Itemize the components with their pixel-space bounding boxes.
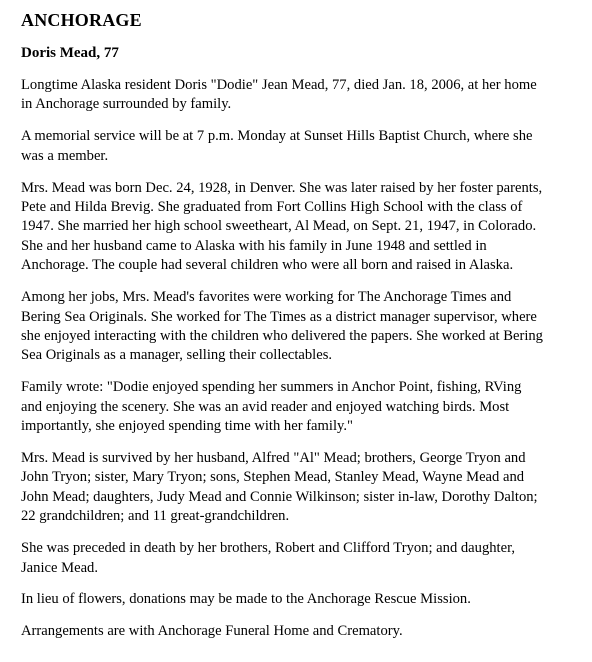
section-heading: ANCHORAGE <box>21 10 142 30</box>
obituary-paragraph <box>21 378 580 436</box>
paragraph-line: importantly, she enjoyed spending time with her family." <box>21 418 353 435</box>
obituary-paragraph <box>21 76 580 115</box>
paragraph-line: Janice Mead. <box>21 559 98 576</box>
paragraph-line: and enjoying the scenery. She was an avid reader and enjoyed watching birds. Most <box>21 398 510 415</box>
paragraph-line: She and her husband came to Alaska with his family in June 1948 and settled in <box>21 237 487 254</box>
paragraph-line: In lieu of flowers, donations may be made to the Anchorage Rescue Mission. <box>21 591 471 608</box>
paragraph-line: 1947. She married her high school sweetheart, Al Mead, on Sept. 21, 1947, in Colorado. <box>21 218 537 235</box>
obituary-body <box>21 76 580 642</box>
obituary-paragraph <box>21 288 580 366</box>
obituary-paragraph <box>21 449 580 527</box>
paragraph-line: in Anchorage surrounded by family. <box>21 96 232 113</box>
paragraph-line: Longtime Alaska resident Doris "Dodie" Jean Mead, 77, died Jan. 18, 2006, at her home <box>21 77 537 93</box>
paragraph-line: she enjoyed interacting with the children who delivered the papers. She worked at Bering <box>21 327 543 344</box>
paragraph-line: Mrs. Mead was born Dec. 24, 1928, in Denver. She was later raised by her foster parents, <box>21 179 543 196</box>
obituary-paragraph <box>21 179 580 276</box>
paragraph-line: Anchorage. The couple had several children who were all born and raised in Alaska. <box>21 257 514 274</box>
obituary-name-heading: Doris Mead, 77 <box>21 45 119 61</box>
paragraph-line: Arrangements are with Anchorage Funeral Home and Crematory. <box>21 623 403 640</box>
obituary-paragraph <box>21 539 580 578</box>
obituary-paragraph <box>21 127 580 166</box>
paragraph-line: Sea Originals as a manager, selling their collectables. <box>21 347 333 364</box>
paragraph-line: Bering Sea Originals. She worked for The Times as a district manager supervisor, where <box>21 308 537 325</box>
paragraph-line: Pete and Hilda Brevig. She graduated from Fort Collins High School with the class of <box>21 199 523 216</box>
obituary-paragraph <box>21 590 580 609</box>
paragraph-line: 22 grandchildren; and 11 great-grandchildren. <box>21 508 290 525</box>
paragraph-line: A memorial service will be at 7 p.m. Monday at Sunset Hills Baptist Church, where she <box>21 128 533 145</box>
paragraph-line: was a member. <box>21 147 109 164</box>
paragraph-line: Family wrote: "Dodie enjoyed spending her summers in Anchor Point, fishing, RVing <box>21 379 522 396</box>
paragraph-line: She was preceded in death by her brothers, Robert and Clifford Tryon; and daughter, <box>21 540 516 557</box>
paragraph-line: Among her jobs, Mrs. Mead's favorites were working for The Anchorage Times and <box>21 289 512 306</box>
paragraph-line: John Tryon; sister, Mary Tryon; sons, Stephen Mead, Stanley Mead, Wayne Mead and <box>21 469 525 486</box>
obituary-paragraph <box>21 622 580 641</box>
paragraph-line: Mrs. Mead is survived by her husband, Alfred "Al" Mead; brothers, George Tryon and <box>21 450 526 466</box>
paragraph-line: John Mead; daughters, Judy Mead and Connie Wilkinson; sister in-law, Dorothy Dalton; <box>21 488 538 505</box>
